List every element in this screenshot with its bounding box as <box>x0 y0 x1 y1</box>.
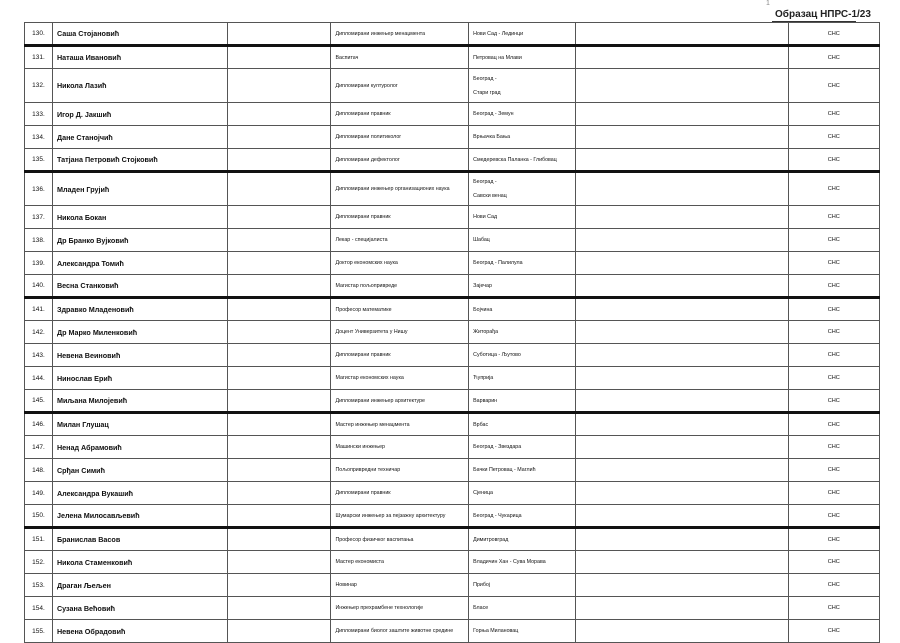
residence-line: Нови Сад - Лединци <box>473 30 524 37</box>
blank-cell <box>575 275 788 298</box>
blank-cell <box>575 390 788 413</box>
table-row <box>25 321 880 344</box>
blank-cell <box>575 103 788 126</box>
occupation: Дипломирани правник <box>331 206 469 229</box>
residence <box>469 597 575 620</box>
blank-cell <box>575 620 788 643</box>
residence <box>469 149 575 172</box>
blank-cell <box>575 482 788 505</box>
row-number: 152. <box>25 551 53 574</box>
blank-cell <box>575 206 788 229</box>
occupation: Магистар економских наука <box>331 367 469 390</box>
residence <box>469 69 575 103</box>
occupation: Дипломирани културолог <box>331 69 469 103</box>
blank-cell <box>228 574 331 597</box>
candidate-name: Здравко Младеновић <box>52 298 227 321</box>
residence <box>469 298 575 321</box>
candidate-name: Младен Грујић <box>52 172 227 206</box>
blank-cell <box>228 551 331 574</box>
candidate-name: Весна Станковић <box>52 275 227 298</box>
residence-line: Врњачка Бања <box>473 134 511 140</box>
residence <box>469 229 575 252</box>
blank-cell <box>228 436 331 459</box>
occupation: Дипломирани инжењер менаџмента <box>331 23 469 46</box>
blank-cell <box>575 597 788 620</box>
residence-line: Нови Сад <box>473 214 498 220</box>
table-row <box>25 413 880 436</box>
blank-cell <box>228 126 331 149</box>
occupation: Дипломирани правник <box>331 344 469 367</box>
blank-cell <box>575 298 788 321</box>
table-row <box>25 574 880 597</box>
blank-cell <box>228 46 331 69</box>
blank-cell <box>575 436 788 459</box>
row-number: 130. <box>25 23 53 46</box>
table-row <box>25 23 880 46</box>
occupation: Машински инжењер <box>331 436 469 459</box>
row-number: 147. <box>25 436 53 459</box>
table-row <box>25 528 880 551</box>
occupation: Инжењер прехрамбене технологије <box>331 597 469 620</box>
residence-line: Димитровград <box>473 536 509 543</box>
candidate-name: Невена Обрадовић <box>52 620 227 643</box>
candidate-name: Никола Бокан <box>52 206 227 229</box>
residence <box>469 482 575 505</box>
table-row <box>25 46 880 69</box>
residence <box>469 574 575 597</box>
residence-line: Владичин Хан - Сува Морава <box>473 559 546 565</box>
residence-line: Београд - <box>473 75 497 82</box>
residence <box>469 23 575 46</box>
party-code: СНС <box>788 149 879 172</box>
occupation: Дипломирани дефектолог <box>331 149 469 172</box>
blank-cell <box>228 390 331 413</box>
blank-cell <box>228 172 331 206</box>
candidate-table-body <box>25 23 880 643</box>
row-number: 153. <box>25 574 53 597</box>
row-number: 150. <box>25 505 53 528</box>
party-code: СНС <box>788 436 879 459</box>
table-row <box>25 206 880 229</box>
blank-cell <box>575 149 788 172</box>
candidate-name: Нинослав Ерић <box>52 367 227 390</box>
candidate-name: Никола Стаменковић <box>52 551 227 574</box>
residence-line: Сјеница <box>473 490 493 496</box>
residence <box>469 103 575 126</box>
row-number: 138. <box>25 229 53 252</box>
page-mark: 1 <box>766 0 770 7</box>
residence-line: Београд - Чукарица <box>473 512 522 519</box>
row-number: 135. <box>25 149 53 172</box>
occupation: Професор математике <box>331 298 469 321</box>
blank-cell <box>575 46 788 69</box>
occupation: Шумарски инжењер за пејзажну архитектуру <box>331 505 469 528</box>
blank-cell <box>575 126 788 149</box>
candidate-name: Драган Љељен <box>52 574 227 597</box>
occupation: Мастер инжењер менаџмента <box>331 413 469 436</box>
residence <box>469 413 575 436</box>
blank-cell <box>228 298 331 321</box>
table-row <box>25 103 880 126</box>
candidate-name: Др Марко Миленковић <box>52 321 227 344</box>
residence <box>469 528 575 551</box>
residence-line: Житорађа <box>473 329 499 335</box>
party-code: СНС <box>788 229 879 252</box>
row-number: 141. <box>25 298 53 321</box>
candidate-name: Срђан Симић <box>52 459 227 482</box>
candidate-name: Бранислав Васов <box>52 528 227 551</box>
table-row <box>25 436 880 459</box>
candidate-name: Татјана Петровић Стојковић <box>52 149 227 172</box>
party-code: СНС <box>788 344 879 367</box>
candidate-name: Саша Стојановић <box>52 23 227 46</box>
blank-cell <box>228 482 331 505</box>
candidate-name: Наташа Ивановић <box>52 46 227 69</box>
blank-cell <box>575 252 788 275</box>
residence-line: Горња Милановац <box>473 628 519 634</box>
party-code: СНС <box>788 620 879 643</box>
blank-cell <box>228 367 331 390</box>
residence-line: Савски венац <box>473 193 507 199</box>
residence <box>469 252 575 275</box>
party-code: СНС <box>788 528 879 551</box>
candidate-name: Др Бранко Вујковић <box>52 229 227 252</box>
blank-cell <box>575 172 788 206</box>
candidate-name: Ненад Абрамовић <box>52 436 227 459</box>
residence <box>469 206 575 229</box>
party-code: СНС <box>788 505 879 528</box>
party-code: СНС <box>788 367 879 390</box>
row-number: 154. <box>25 597 53 620</box>
blank-cell <box>228 344 331 367</box>
residence <box>469 620 575 643</box>
residence-line: Петровац на Млави <box>473 54 522 61</box>
blank-cell <box>228 505 331 528</box>
residence-line: Београд - Звездара <box>473 444 522 450</box>
row-number: 148. <box>25 459 53 482</box>
candidate-name: Дане Станојчић <box>52 126 227 149</box>
blank-cell <box>228 620 331 643</box>
blank-cell <box>575 69 788 103</box>
residence <box>469 505 575 528</box>
table-row <box>25 69 880 103</box>
residence <box>469 390 575 413</box>
residence-line: Суботица - Љутово <box>473 352 521 358</box>
blank-cell <box>228 69 331 103</box>
row-number: 151. <box>25 528 53 551</box>
residence <box>469 367 575 390</box>
candidate-name: Невена Веиновић <box>52 344 227 367</box>
party-code: СНС <box>788 252 879 275</box>
party-code: СНС <box>788 459 879 482</box>
blank-cell <box>228 23 331 46</box>
residence-line: Стари град <box>473 89 501 96</box>
blank-cell <box>228 229 331 252</box>
residence <box>469 551 575 574</box>
candidate-name: Игор Д. Јакшић <box>52 103 227 126</box>
blank-cell <box>575 574 788 597</box>
residence-line: Београд - Палилула <box>473 260 523 266</box>
candidate-table <box>24 22 880 643</box>
row-number: 144. <box>25 367 53 390</box>
row-number: 134. <box>25 126 53 149</box>
residence <box>469 126 575 149</box>
table-row <box>25 551 880 574</box>
occupation: Дипломирани правник <box>331 103 469 126</box>
table-row <box>25 459 880 482</box>
residence <box>469 46 575 69</box>
occupation: Доцент Универзитета у Нишу <box>331 321 469 344</box>
candidate-name: Миљана Милојевић <box>52 390 227 413</box>
row-number: 155. <box>25 620 53 643</box>
blank-cell <box>575 344 788 367</box>
row-number: 133. <box>25 103 53 126</box>
blank-cell <box>575 505 788 528</box>
row-number: 149. <box>25 482 53 505</box>
blank-cell <box>228 149 331 172</box>
occupation: Дипломирани инжењер организационих наука <box>331 172 469 206</box>
blank-cell <box>575 551 788 574</box>
residence-line: Варварин <box>473 397 498 404</box>
party-code: СНС <box>788 103 879 126</box>
blank-cell <box>228 528 331 551</box>
table-row <box>25 505 880 528</box>
blank-cell <box>575 23 788 46</box>
residence-line: Шабац <box>473 237 490 243</box>
residence <box>469 275 575 298</box>
table-row <box>25 344 880 367</box>
row-number: 132. <box>25 69 53 103</box>
candidate-name: Никола Лазић <box>52 69 227 103</box>
blank-cell <box>575 367 788 390</box>
residence <box>469 172 575 206</box>
row-number: 139. <box>25 252 53 275</box>
residence-line: Врбас <box>473 421 489 428</box>
table-row <box>25 482 880 505</box>
table-row <box>25 367 880 390</box>
blank-cell <box>575 321 788 344</box>
row-number: 142. <box>25 321 53 344</box>
party-code: СНС <box>788 390 879 413</box>
table-row <box>25 298 880 321</box>
residence-line: Бојчина <box>473 306 493 313</box>
row-number: 143. <box>25 344 53 367</box>
party-code: СНС <box>788 413 879 436</box>
blank-cell <box>228 413 331 436</box>
residence-line: Бласе <box>473 605 489 611</box>
party-code: СНС <box>788 574 879 597</box>
row-number: 137. <box>25 206 53 229</box>
blank-cell <box>228 321 331 344</box>
row-number: 140. <box>25 275 53 298</box>
table-row <box>25 172 880 206</box>
row-number: 145. <box>25 390 53 413</box>
occupation: Магистар пољопривреде <box>331 275 469 298</box>
blank-cell <box>228 103 331 126</box>
table-row <box>25 390 880 413</box>
blank-cell <box>575 229 788 252</box>
table-row <box>25 620 880 643</box>
party-code: СНС <box>788 275 879 298</box>
residence-line: Београд - <box>473 179 497 185</box>
residence <box>469 436 575 459</box>
table-row <box>25 126 880 149</box>
table-row <box>25 252 880 275</box>
blank-cell <box>228 597 331 620</box>
table-row <box>25 275 880 298</box>
candidate-name: Сузана Већовић <box>52 597 227 620</box>
residence-line: Београд - Земун <box>473 111 514 117</box>
occupation: Новинар <box>331 574 469 597</box>
occupation: Доктор економских наука <box>331 252 469 275</box>
occupation: Дипломирани политиколог <box>331 126 469 149</box>
candidate-name: Јелена Милосављевић <box>52 505 227 528</box>
residence <box>469 459 575 482</box>
row-number: 131. <box>25 46 53 69</box>
party-code: СНС <box>788 172 879 206</box>
blank-cell <box>575 459 788 482</box>
occupation: Професор физичког васпитања <box>331 528 469 551</box>
candidate-name: Милан Глушац <box>52 413 227 436</box>
occupation: Дипломирани инжењер архитектуре <box>331 390 469 413</box>
residence <box>469 344 575 367</box>
occupation: Дипломирани правник <box>331 482 469 505</box>
table-row <box>25 597 880 620</box>
occupation: Дипломирани биолог заштите животне средине <box>331 620 469 643</box>
residence-line: Бачки Петровац - Маглић <box>473 467 536 473</box>
residence <box>469 321 575 344</box>
table-row <box>25 149 880 172</box>
blank-cell <box>228 252 331 275</box>
form-code: Образац НПРС-1/23 <box>775 9 871 20</box>
party-code: СНС <box>788 298 879 321</box>
row-number: 136. <box>25 172 53 206</box>
candidate-name: Александра Вукашић <box>52 482 227 505</box>
residence-line: Смедеревска Паланка - Глибовац <box>473 156 557 163</box>
candidate-name: Александра Томић <box>52 252 227 275</box>
party-code: СНС <box>788 482 879 505</box>
table-row <box>25 229 880 252</box>
blank-cell <box>575 413 788 436</box>
party-code: СНС <box>788 206 879 229</box>
residence-line: Зајечар <box>473 282 492 289</box>
blank-cell <box>228 459 331 482</box>
blank-cell <box>575 528 788 551</box>
blank-cell <box>228 206 331 229</box>
party-code: СНС <box>788 23 879 46</box>
occupation: Васпитач <box>331 46 469 69</box>
party-code: СНС <box>788 597 879 620</box>
row-number: 146. <box>25 413 53 436</box>
party-code: СНС <box>788 321 879 344</box>
occupation: Мастер економиста <box>331 551 469 574</box>
blank-cell <box>228 275 331 298</box>
occupation: Пољопривредни техничар <box>331 459 469 482</box>
occupation: Лекар - специјалиста <box>331 229 469 252</box>
residence-line: Ћуприја <box>473 375 494 381</box>
residence-line: Прибој <box>473 582 491 588</box>
party-code: СНС <box>788 126 879 149</box>
party-code: СНС <box>788 551 879 574</box>
party-code: СНС <box>788 46 879 69</box>
party-code: СНС <box>788 69 879 103</box>
